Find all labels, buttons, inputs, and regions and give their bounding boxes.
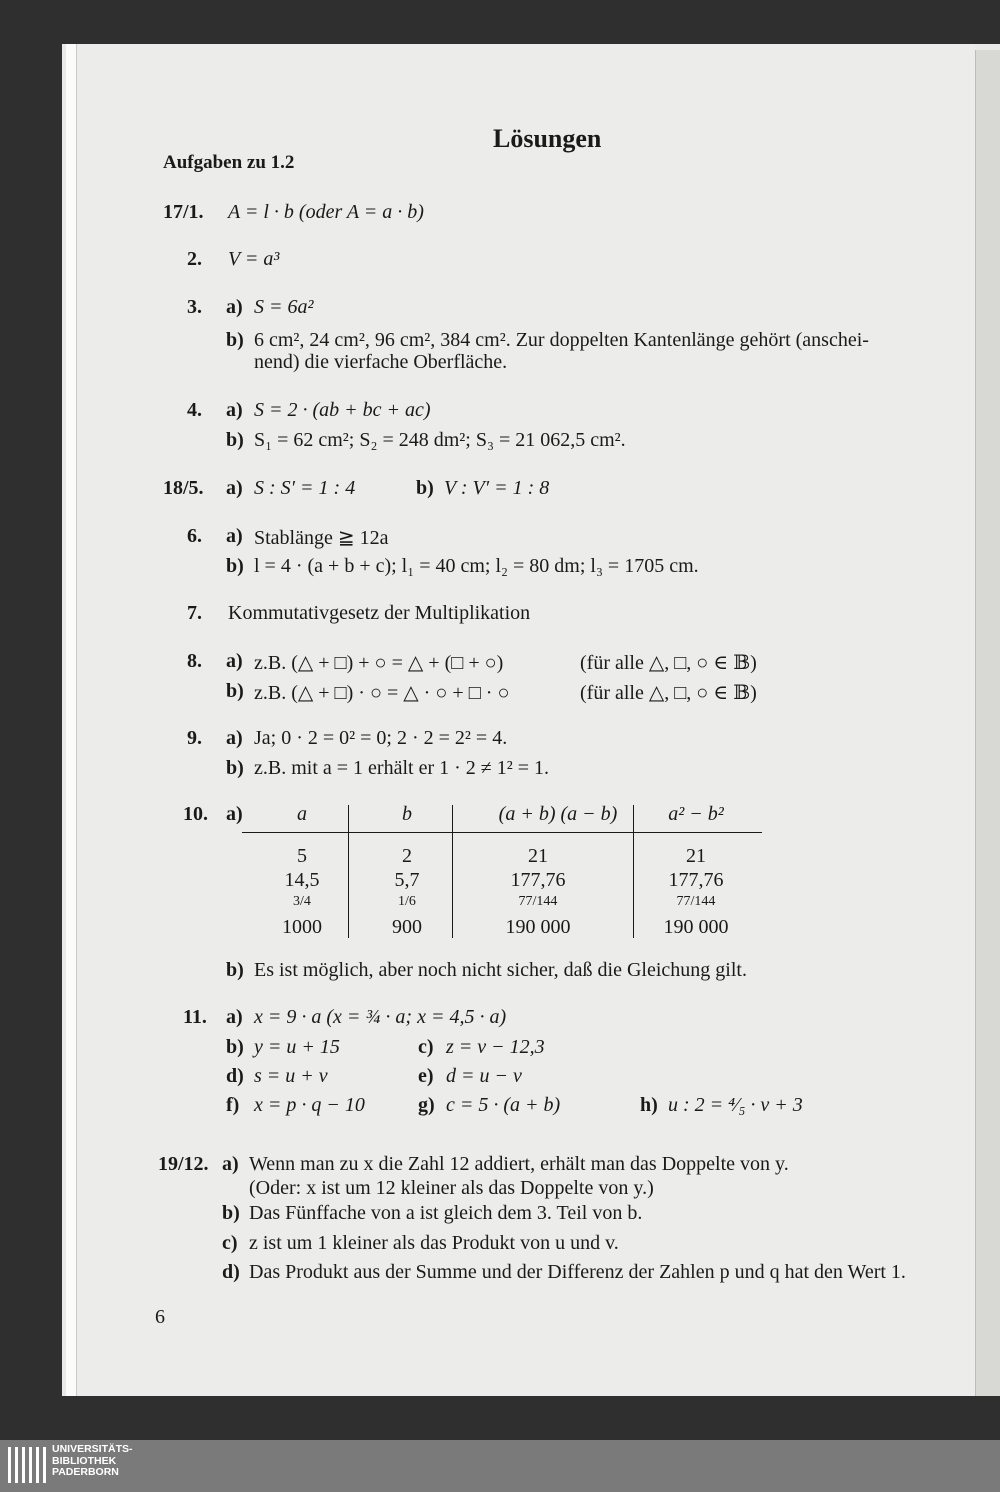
item-text: z.B. (△ + □) + ○ = △ + (□ + ○)	[254, 652, 504, 674]
table-cell: 77/144	[676, 894, 716, 909]
table-header: a	[297, 803, 307, 825]
item-text: x = p · q − 10	[254, 1094, 365, 1116]
part-label: b)	[226, 680, 244, 702]
item-text: u : 2 = ⁴⁄₅ · v + 3	[668, 1094, 803, 1116]
library-name-line: BIBLIOTHEK	[52, 1454, 117, 1467]
item-text: S₁ = 62 cm²; S₂ = 248 dm²; S₃ = 21 062,5 cm².	[254, 429, 626, 451]
item-text: z.B. mit a = 1 erhält er 1 · 2 ≠ 1² = 1.	[254, 757, 550, 779]
item-number: 11.	[183, 1006, 207, 1028]
item-text: Das Produkt aus der Summe und der Differenz der Zahlen p und q hat den Wert 1.	[249, 1261, 906, 1283]
table-cell: 3/4	[293, 894, 311, 909]
part-label: b)	[226, 555, 244, 577]
table-cell: 21	[528, 845, 548, 867]
part-label: a)	[226, 1006, 243, 1028]
item-text: c = 5 · (a + b)	[446, 1094, 561, 1116]
item-text: V : V′ = 1 : 8	[444, 477, 550, 499]
part-label: e)	[418, 1065, 434, 1087]
item-text: z.B. (△ + □) · ○ = △ · ○ + □ · ○	[254, 682, 510, 704]
item-text: Wenn man zu x die Zahl 12 addiert, erhält man das Doppelte von y.	[249, 1153, 789, 1175]
part-label: c)	[222, 1232, 238, 1254]
item-text: Das Fünffache von a ist gleich dem 3. Teil von b.	[249, 1202, 643, 1224]
item-text: l = 4 · (a + b + c); l₁ = 40 cm; l₂ = 80 dm; l₃ = 1705 cm.	[254, 555, 699, 577]
part-label: g)	[418, 1094, 435, 1116]
table-header: (a + b) (a − b)	[498, 803, 618, 825]
part-label: d)	[222, 1261, 240, 1283]
item-note: (für alle △, □, ○ ∈ 𝔹)	[580, 682, 757, 704]
table-header: b	[402, 803, 412, 825]
part-label: b)	[226, 757, 244, 779]
table-cell: 1/6	[398, 894, 416, 909]
table-cell: 2	[402, 845, 412, 867]
item-text: Stablänge ≧ 12a	[254, 527, 389, 549]
item-number: 9.	[187, 727, 202, 749]
part-label: a)	[222, 1153, 239, 1175]
library-logo-icon	[6, 1445, 50, 1487]
item-number: 4.	[187, 399, 202, 421]
part-label: a)	[226, 727, 243, 749]
part-label: d)	[226, 1065, 244, 1087]
part-label: b)	[226, 959, 244, 981]
item-text: z ist um 1 kleiner als das Produkt von u und v.	[249, 1232, 619, 1254]
part-label: b)	[226, 1036, 244, 1058]
table-cell: 77/144	[518, 894, 558, 909]
table-cell: 5,7	[394, 869, 420, 891]
next-page-edge	[975, 50, 1000, 1396]
part-label: b)	[416, 477, 434, 499]
part-label: b)	[226, 429, 244, 451]
table-rule	[242, 832, 762, 833]
item-text: S = 2 · (ab + bc + ac)	[254, 399, 431, 421]
item-number: 17/1.	[163, 201, 204, 223]
part-label: a)	[226, 296, 243, 318]
item-text: Es ist möglich, aber noch nicht sicher, daß die Gleichung gilt.	[254, 959, 747, 981]
item-text: d = u − v	[446, 1065, 522, 1087]
item-text: 6 cm², 24 cm², 96 cm², 384 cm². Zur doppelten Kantenlänge gehört (anschei-	[254, 329, 869, 351]
item-text: (Oder: x ist um 12 kleiner als das Doppelte von y.)	[249, 1177, 654, 1199]
item-text: s = u + v	[254, 1065, 328, 1087]
page-title: Lösungen	[493, 124, 602, 153]
table-cell: 177,76	[510, 869, 566, 891]
page-number: 6	[155, 1306, 165, 1328]
item-text: nend) die vierfache Oberfläche.	[254, 351, 508, 373]
item-number: 19/12.	[158, 1153, 209, 1175]
part-label: b)	[226, 329, 244, 351]
part-label: a)	[226, 399, 243, 421]
item-number: 2.	[187, 248, 202, 270]
item-text: A = l · b (oder A = a · b)	[228, 201, 424, 223]
item-text: x = 9 · a (x = ¾ · a; x = 4,5 · a)	[254, 1006, 507, 1028]
part-label: b)	[222, 1202, 240, 1224]
item-text: y = u + 15	[254, 1036, 340, 1058]
part-label: f)	[226, 1094, 240, 1116]
item-number: 3.	[187, 296, 202, 318]
item-text: V = a³	[228, 248, 280, 270]
part-label: a)	[226, 803, 243, 825]
part-label: a)	[226, 525, 243, 547]
item-text: Kommutativgesetz der Multiplikation	[228, 602, 531, 624]
part-label: a)	[226, 477, 243, 499]
table-cell: 14,5	[284, 869, 320, 891]
item-number: 10.	[183, 803, 208, 825]
item-number: 7.	[187, 602, 202, 624]
item-note: (für alle △, □, ○ ∈ 𝔹)	[580, 652, 757, 674]
section-heading: Aufgaben zu 1.2	[163, 152, 295, 173]
item-text: S = 6a²	[254, 296, 314, 318]
library-name	[52, 1444, 133, 1479]
item-number: 6.	[187, 525, 202, 547]
item-text: Ja; 0 · 2 = 0² = 0; 2 · 2 = 2² = 4.	[254, 727, 508, 749]
page-binding-edge	[66, 44, 77, 1396]
item-text: S : S′ = 1 : 4	[254, 477, 356, 499]
table-cell: 1000	[282, 916, 322, 938]
library-name-line: UNIVERSITÄTS-	[52, 1443, 133, 1455]
item-number: 18/5.	[163, 477, 204, 499]
table-cell: 900	[392, 916, 422, 938]
library-footer	[0, 1440, 1000, 1492]
table-cell: 177,76	[668, 869, 724, 891]
item-number: 8.	[187, 650, 202, 672]
table-header: a² − b²	[668, 803, 724, 825]
table-cell: 190 000	[663, 916, 729, 938]
table-divider	[633, 805, 634, 938]
library-name-line: PADERBORN	[52, 1466, 119, 1478]
part-label: a)	[226, 650, 243, 672]
table-cell: 21	[686, 845, 706, 867]
table-cell: 5	[297, 845, 307, 867]
item-text: z = v − 12,3	[446, 1036, 545, 1058]
part-label: c)	[418, 1036, 434, 1058]
table-cell: 190 000	[505, 916, 571, 938]
part-label: h)	[640, 1094, 658, 1116]
